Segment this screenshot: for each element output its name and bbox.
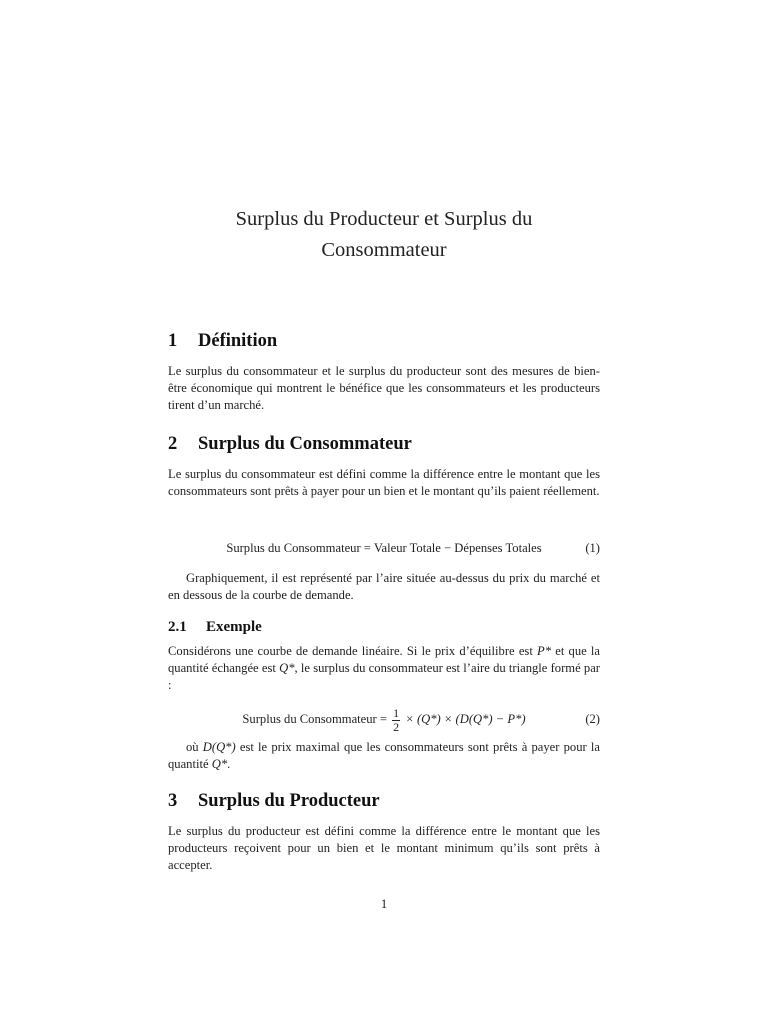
fraction [392,707,400,734]
math-d-q-star: D(Q*) [202,740,236,754]
equation-2 [168,703,600,735]
math-q-star: Q* [279,661,295,675]
equation-1 [168,541,600,558]
equation-2-lhs: Surplus du Consommateur = [242,712,387,726]
title-line-2: Consommateur [321,239,447,261]
text-run: , le surplus du consommateur est l’aire du triangle formé par : [168,661,600,692]
section-2-paragraph-1: Le surplus du consommateur est défini comme la différence entre le montant que les consommateurs sont prêts à payer pour un bien et le montant qu’ils paient réellement. [168,467,600,498]
section-number: 1 [168,331,178,351]
equation-1-number: (1) [585,541,600,555]
subsection-number: 2.1 [168,619,187,635]
equation-2-body [168,703,600,735]
text-run: où [186,740,203,754]
section-3-paragraph: Le surplus du producteur est défini comme la différence entre le montant que les producteurs reçoivent pour un bien et le montant minimum qu’ils sont prêts à accepter. [168,824,600,872]
math-q-star: Q* [211,757,228,771]
text-run: . [227,757,231,771]
document-title [168,204,600,266]
subsection-2-1-paragraph-2 [168,739,600,773]
section-1-paragraph: Le surplus du consommateur et le surplus du producteur sont des mesures de bien-être économique qui montrent le bénéfice que les consommateurs et les producteurs tirent d’un marché. [168,364,600,412]
page-number: 1 [380,897,388,911]
equation-1-body: Surplus du Consommateur = Valeur Totale − Dépenses Totales [226,541,542,555]
text-run: et que la quantité échangée est [168,644,601,675]
subsection-2-1-paragraph-1 [168,643,600,694]
section-title: Surplus du Producteur [198,791,380,811]
text-run: est le prix maximal que les consommateurs sont prêts à payer pour la quantité [168,740,601,771]
subsection-2-1-heading [168,619,262,636]
section-number: 2 [168,434,178,454]
section-2-heading [168,434,412,455]
equation-2-rhs: × (Q*) × (D(Q*) − P*) [405,712,526,726]
section-1-heading [168,331,277,352]
fraction-numerator: 1 [393,705,400,720]
section-2-paragraph-2: Graphiquement, il est représenté par l’aire située au-dessus du prix du marché et en dessous de la courbe de demande. [168,571,600,602]
section-title: Surplus du Consommateur [198,434,412,454]
fraction-denominator: 2 [393,719,400,734]
equation-2-number: (2) [585,712,600,726]
section-title: Définition [198,331,278,351]
subsection-title: Exemple [206,619,262,635]
title-line-1: Surplus du Producteur et Surplus du [235,208,533,230]
section-3-heading [168,791,380,812]
text-run: Considérons une courbe de demande linéaire. Si le prix d’équilibre est [168,644,538,658]
section-number: 3 [168,791,178,811]
math-p-star: P* [537,644,552,658]
